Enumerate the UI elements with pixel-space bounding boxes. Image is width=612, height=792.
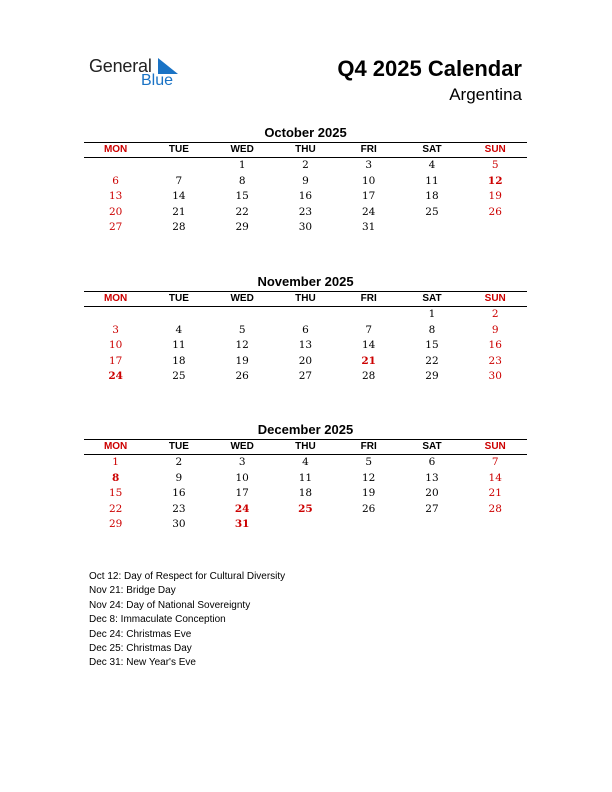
day-cell: 30 <box>488 370 502 383</box>
month-title: November 2025 <box>257 274 354 289</box>
day-cell: 4 <box>175 323 183 336</box>
weekday-label: SAT <box>422 441 442 452</box>
week-row <box>84 517 527 533</box>
day-cell: 5 <box>491 159 499 171</box>
page-title: Q4 2025 Calendar <box>337 56 522 81</box>
day-cell: 18 <box>172 354 186 367</box>
holiday-item: Oct 12: Day of Respect for Cultural Diversity <box>89 571 286 582</box>
day-cell: 20 <box>108 205 123 218</box>
day-cell: 17 <box>108 354 123 367</box>
day-cell: 7 <box>491 456 499 468</box>
weekday-label: THU <box>295 441 316 452</box>
day-cell: 29 <box>235 221 249 234</box>
day-cell: 5 <box>365 456 373 468</box>
holiday-item: Dec 24: Christmas Eve <box>89 628 192 640</box>
day-cell: 21 <box>361 354 376 367</box>
day-cell: 3 <box>112 323 119 336</box>
day-cell: 23 <box>172 502 186 515</box>
logo-text-blue: Blue <box>141 72 174 89</box>
day-cell: 15 <box>235 190 249 203</box>
day-cell <box>147 158 210 174</box>
day-cell: 31 <box>234 518 250 531</box>
day-cell: 28 <box>172 221 186 234</box>
day-cell: 26 <box>235 370 249 383</box>
month-november <box>84 273 527 385</box>
day-cell: 19 <box>235 354 249 367</box>
weekday-label: MON <box>103 144 128 155</box>
week-row <box>84 502 527 518</box>
day-cell: 16 <box>172 487 186 500</box>
logo-text-general: General <box>89 56 152 76</box>
weekday-label: SUN <box>484 144 506 155</box>
day-cell: 11 <box>172 339 186 352</box>
day-cell: 29 <box>425 370 439 383</box>
week-row <box>84 174 527 190</box>
week-row <box>84 323 527 339</box>
day-cell: 18 <box>425 190 439 203</box>
day-cell: 11 <box>425 174 439 187</box>
day-cell: 3 <box>238 456 246 468</box>
day-cell: 7 <box>365 323 373 336</box>
weekday-label: WED <box>230 293 254 304</box>
month-title: October 2025 <box>264 125 347 140</box>
holiday-list <box>89 570 285 671</box>
month-weeks <box>84 307 527 385</box>
day-cell: 22 <box>425 354 439 367</box>
weekday-header <box>84 291 527 307</box>
day-cell: 26 <box>488 205 502 218</box>
weekday-label: TUE <box>168 144 189 155</box>
weekday-label: FRI <box>360 144 377 155</box>
day-cell: 23 <box>488 354 502 367</box>
month-october <box>84 124 527 236</box>
day-cell: 17 <box>235 487 249 500</box>
day-cell: 9 <box>491 323 499 336</box>
day-cell: 13 <box>298 339 313 352</box>
day-cell: 14 <box>362 339 376 352</box>
weekday-label: WED <box>230 144 254 155</box>
day-cell: 1 <box>428 308 436 320</box>
day-cell: 22 <box>235 205 249 218</box>
day-cell: 14 <box>488 471 502 484</box>
day-cell: 5 <box>238 323 246 336</box>
day-cell: 21 <box>488 487 502 500</box>
week-row <box>84 158 527 174</box>
week-row <box>84 220 527 236</box>
day-cell: 4 <box>302 456 309 468</box>
day-cell: 4 <box>428 159 436 171</box>
day-cell: 20 <box>425 487 439 500</box>
day-cell: 7 <box>175 174 183 187</box>
day-cell: 3 <box>365 159 373 171</box>
day-cell: 15 <box>108 487 123 500</box>
holiday-item: Nov 21: Bridge Day <box>89 585 176 597</box>
weekday-label: FRI <box>360 293 377 304</box>
day-cell <box>211 307 274 323</box>
day-cell: 30 <box>298 221 313 234</box>
weekday-label: TUE <box>168 293 189 304</box>
day-cell: 9 <box>175 471 183 484</box>
day-cell: 6 <box>428 456 436 468</box>
weekday-label: MON <box>103 441 128 452</box>
day-cell: 2 <box>175 456 183 468</box>
weekday-label: SUN <box>484 293 506 304</box>
day-cell <box>337 517 400 533</box>
day-cell: 8 <box>238 174 246 187</box>
weekday-header <box>84 439 527 455</box>
day-cell <box>274 307 337 323</box>
day-cell <box>464 517 527 533</box>
day-cell <box>274 517 337 533</box>
day-cell <box>84 158 147 174</box>
weekday-label: THU <box>295 144 316 155</box>
day-cell: 25 <box>172 370 186 383</box>
day-cell: 20 <box>298 354 313 367</box>
day-cell: 1 <box>238 159 246 171</box>
day-cell <box>400 220 463 236</box>
day-cell: 27 <box>425 502 439 515</box>
day-cell: 27 <box>108 221 123 234</box>
week-row <box>84 338 527 354</box>
day-cell: 12 <box>487 174 503 187</box>
day-cell <box>400 517 463 533</box>
day-cell: 16 <box>298 190 313 203</box>
weekday-header <box>84 142 527 158</box>
day-cell: 19 <box>488 190 502 203</box>
day-cell <box>464 220 527 236</box>
day-cell: 21 <box>172 205 186 218</box>
day-cell: 25 <box>298 502 313 515</box>
weekday-label: MON <box>103 293 128 304</box>
week-row <box>84 486 527 502</box>
country-subtitle: Argentina <box>449 85 522 104</box>
month-weeks <box>84 455 527 533</box>
day-cell: 8 <box>428 323 436 336</box>
day-cell: 8 <box>111 471 120 484</box>
week-row <box>84 189 527 205</box>
weekday-label: SAT <box>422 144 442 155</box>
holiday-item: Dec 31: New Year's Eve <box>89 657 196 669</box>
day-cell: 16 <box>488 339 502 352</box>
day-cell: 28 <box>362 370 376 383</box>
day-cell: 6 <box>112 174 119 187</box>
holiday-item: Dec 8: Immaculate Conception <box>89 614 226 626</box>
day-cell: 11 <box>298 471 313 484</box>
day-cell: 19 <box>362 487 376 500</box>
week-row <box>84 205 527 221</box>
month-weeks <box>84 158 527 236</box>
day-cell: 12 <box>235 339 249 352</box>
weekday-label: SUN <box>484 441 506 452</box>
day-cell: 2 <box>491 308 499 320</box>
week-row <box>84 307 527 323</box>
holiday-item: Nov 24: Day of National Sovereignty <box>89 599 251 611</box>
day-cell: 24 <box>362 205 376 218</box>
day-cell: 10 <box>235 471 249 484</box>
day-cell: 31 <box>362 221 376 234</box>
day-cell <box>147 307 210 323</box>
day-cell: 10 <box>362 174 376 187</box>
day-cell: 24 <box>234 502 250 515</box>
day-cell: 6 <box>302 323 309 336</box>
day-cell: 13 <box>108 190 123 203</box>
day-cell: 29 <box>108 518 123 531</box>
day-cell: 22 <box>108 502 123 515</box>
day-cell: 15 <box>425 339 439 352</box>
day-cell: 23 <box>298 205 313 218</box>
day-cell: 13 <box>425 471 439 484</box>
weekday-label: FRI <box>360 441 377 452</box>
day-cell: 28 <box>488 502 502 515</box>
day-cell: 25 <box>425 205 439 218</box>
day-cell: 27 <box>298 370 313 383</box>
month-title: December 2025 <box>257 422 354 437</box>
week-row <box>84 354 527 370</box>
weekday-label: TUE <box>168 441 189 452</box>
week-row <box>84 369 527 385</box>
day-cell: 30 <box>172 518 186 531</box>
generalblue-logo <box>89 56 189 92</box>
day-cell: 2 <box>302 159 309 171</box>
weekday-label: SAT <box>422 293 442 304</box>
weekday-label: THU <box>295 293 316 304</box>
week-row <box>84 471 527 487</box>
day-cell: 9 <box>302 174 309 187</box>
day-cell <box>337 307 400 323</box>
day-cell: 24 <box>108 370 123 383</box>
day-cell: 14 <box>172 190 186 203</box>
day-cell: 26 <box>362 502 376 515</box>
day-cell <box>84 307 147 323</box>
weekday-label: WED <box>230 441 254 452</box>
week-row <box>84 455 527 471</box>
day-cell: 12 <box>362 471 376 484</box>
day-cell: 10 <box>108 339 123 352</box>
day-cell: 1 <box>112 456 119 468</box>
month-december <box>84 421 527 533</box>
day-cell: 17 <box>362 190 376 203</box>
day-cell: 18 <box>298 487 313 500</box>
holiday-item: Dec 25: Christmas Day <box>89 643 192 655</box>
